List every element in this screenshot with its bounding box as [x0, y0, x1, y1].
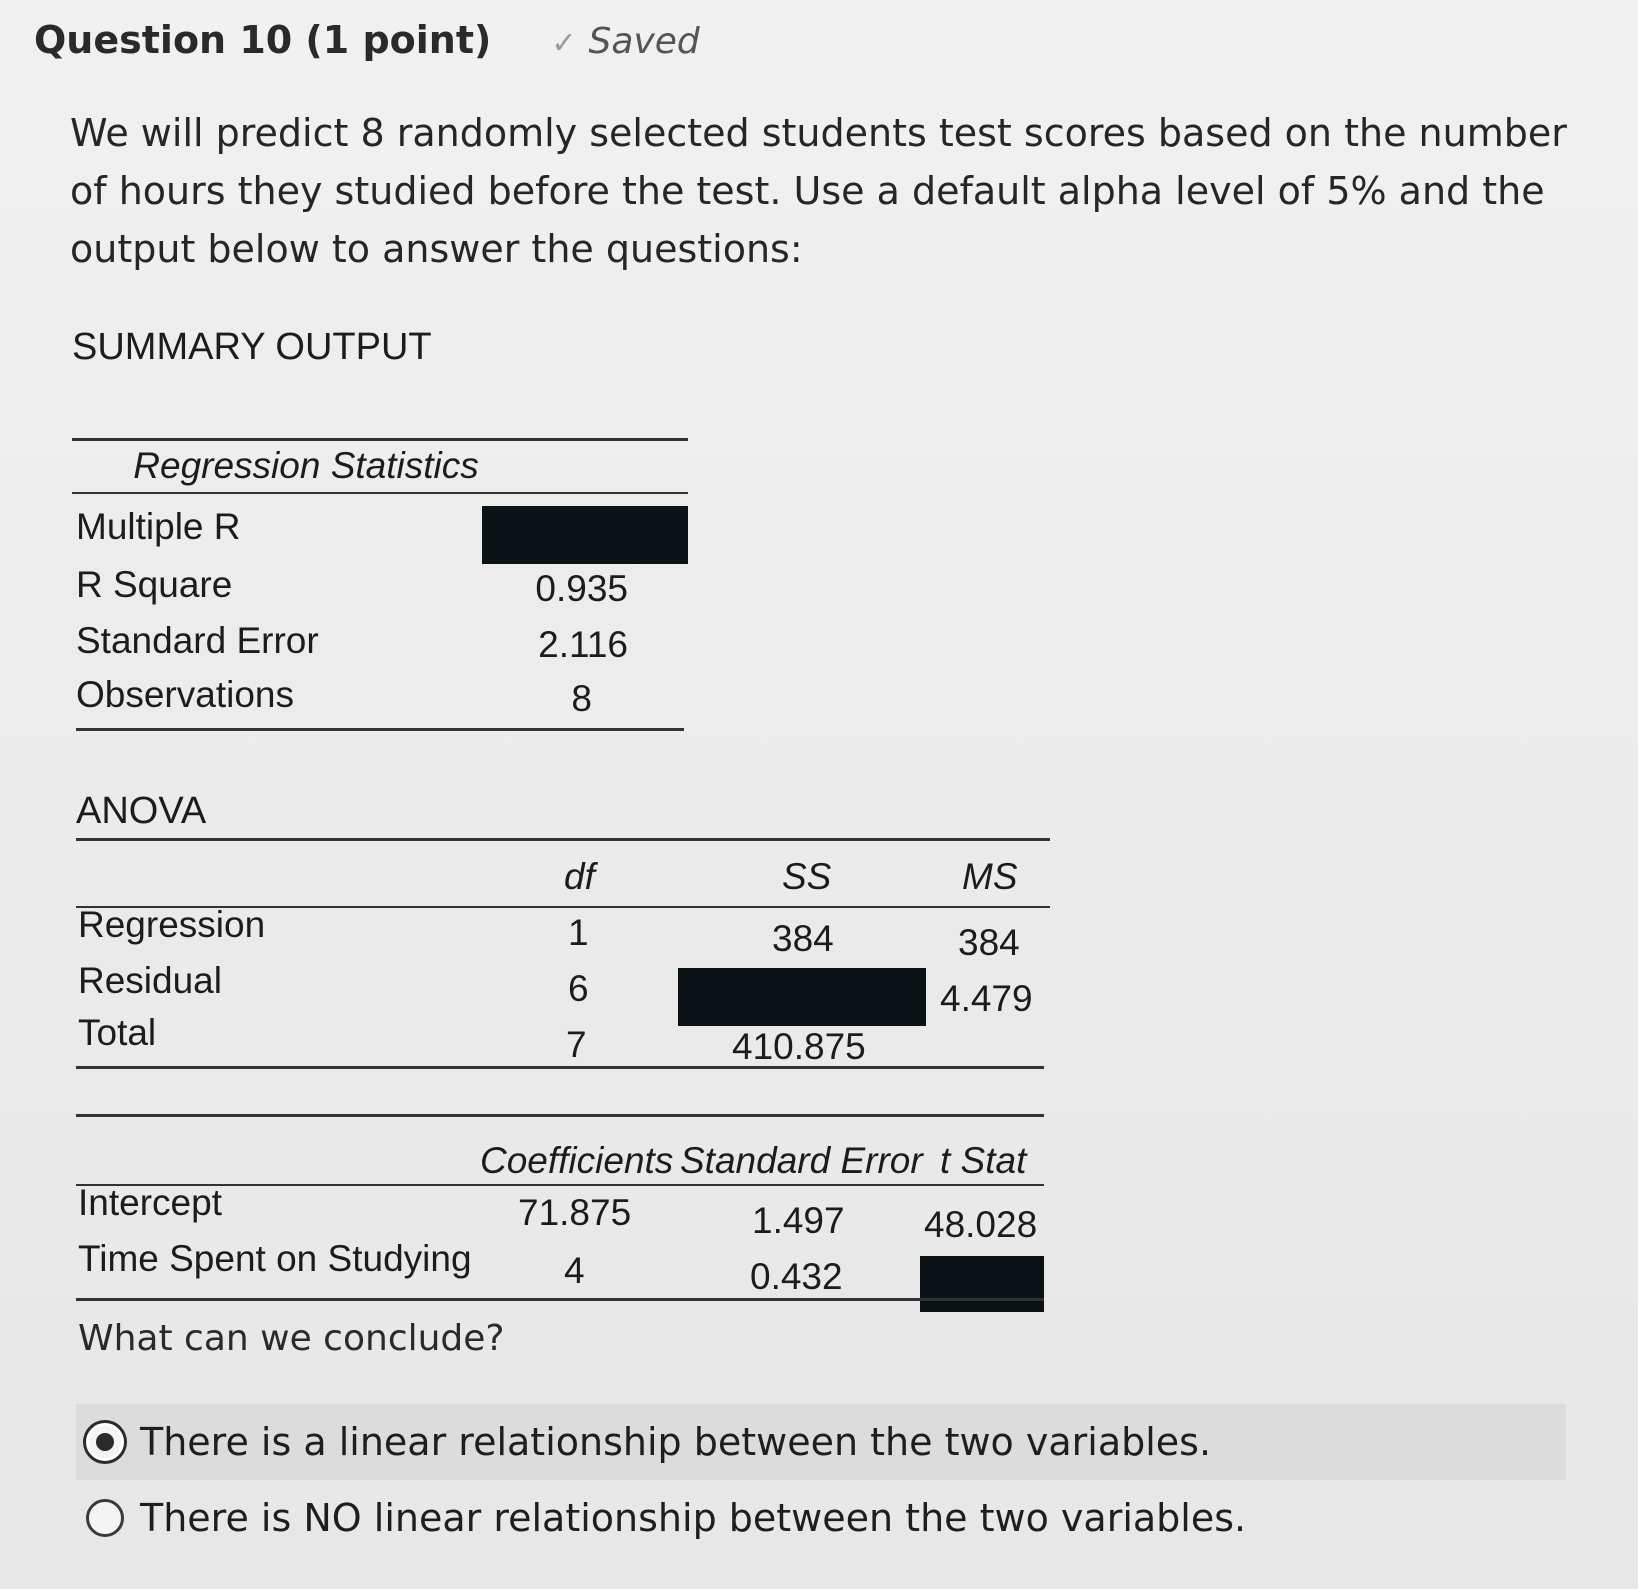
stat-label: Observations — [76, 674, 294, 715]
anova-df: 6 — [568, 968, 589, 1009]
anova-df: 7 — [566, 1024, 587, 1065]
anova-header-ss: SS — [782, 856, 832, 897]
regression-statistics-heading: Regression Statistics — [133, 445, 479, 486]
coef-t: 48.028 — [924, 1204, 1038, 1245]
question-header — [34, 18, 700, 62]
coef-row-label: Time Spent on Studying — [78, 1238, 472, 1279]
stat-row-standard-error — [76, 612, 688, 668]
stat-label: Standard Error — [76, 620, 319, 661]
table-rule — [72, 492, 688, 494]
coef-value: 71.875 — [518, 1192, 632, 1233]
stat-value: 0.935 — [535, 568, 628, 609]
coef-se: 1.497 — [752, 1200, 845, 1241]
anova-ms: 384 — [958, 922, 1020, 963]
check-icon: ✓ — [551, 26, 577, 61]
answer-option-label: There is NO linear relationship between the two variables. — [140, 1496, 1247, 1540]
answer-option-label: There is a linear relationship between the two variables. — [140, 1420, 1212, 1464]
stat-row-r-square — [76, 556, 688, 612]
coef-row-label: Intercept — [78, 1182, 222, 1223]
radio-selected-icon[interactable] — [86, 1423, 124, 1461]
coef-value: 4 — [564, 1250, 585, 1291]
summary-output-title: SUMMARY OUTPUT — [72, 326, 432, 368]
radio-unselected-icon[interactable] — [86, 1499, 124, 1537]
stat-label: Multiple R — [76, 506, 241, 547]
coef-header-standard-error: Standard Error — [680, 1140, 923, 1181]
anova-header-df: df — [564, 856, 595, 897]
question-prompt: We will predict 8 randomly selected students test scores based on the number of hours they studied before the test. Use a default alpha level of 5% and the output below to answer the questions: — [70, 111, 1567, 271]
redacted-t-stat — [920, 1256, 1044, 1312]
table-rule — [76, 728, 684, 731]
table-rule — [76, 838, 1050, 841]
answer-options — [76, 1404, 1566, 1556]
table-rule — [76, 1298, 1044, 1301]
redacted-residual-ss — [678, 968, 926, 1026]
answer-option-linear[interactable] — [76, 1404, 1566, 1480]
anova-ss: 410.875 — [732, 1026, 866, 1067]
coef-header-coefficients: Coefficients — [480, 1140, 674, 1181]
anova-title: ANOVA — [76, 790, 207, 832]
stat-value: 2.116 — [538, 624, 628, 665]
coef-header-t-stat: t Stat — [940, 1140, 1027, 1181]
anova-header-ms: MS — [962, 856, 1018, 897]
anova-ms: 4.479 — [940, 978, 1033, 1019]
stat-value: 8 — [571, 678, 592, 719]
coef-se: 0.432 — [750, 1256, 843, 1297]
answer-option-no-linear[interactable] — [76, 1480, 1566, 1556]
anova-ss: 384 — [772, 918, 834, 959]
stat-label: R Square — [76, 564, 233, 605]
anova-row-label: Total — [78, 1012, 157, 1053]
table-rule — [76, 1114, 1044, 1117]
conclusion-prompt: What can we conclude? — [78, 1318, 505, 1359]
anova-row-label: Regression — [78, 904, 266, 945]
saved-label: Saved — [588, 21, 700, 62]
table-rule — [76, 1066, 1044, 1069]
stat-row-observations — [76, 666, 688, 722]
anova-row-label: Residual — [78, 960, 222, 1001]
saved-status — [551, 21, 699, 62]
table-rule — [72, 438, 688, 441]
anova-df: 1 — [568, 912, 589, 953]
question-title: Question 10 (1 point) — [34, 18, 492, 62]
